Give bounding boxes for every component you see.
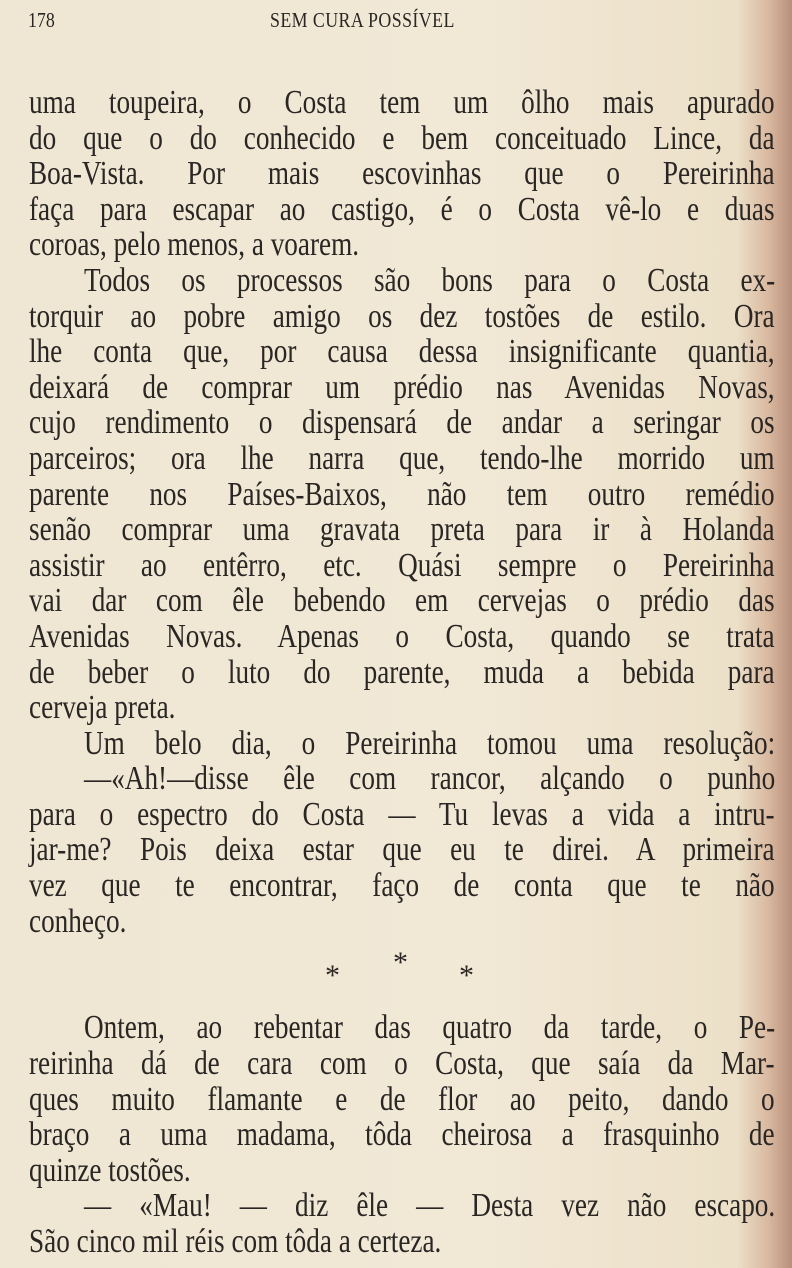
text-line: [29, 797, 775, 833]
text-line: [29, 583, 775, 619]
text-line-content: braço a uma madama, tôda cheirosa a frasquinho de: [29, 1116, 775, 1154]
text-line: [29, 868, 775, 904]
text-line-content: deixará de comprar um prédio nas Avenidas Novas,: [29, 368, 775, 406]
text-line: [29, 192, 775, 228]
text-line: [29, 477, 775, 513]
text-line: [29, 512, 775, 548]
paragraph: [29, 1188, 775, 1259]
text-line-content: torquir ao pobre amigo os dez tostões de estilo. Ora: [29, 297, 775, 335]
text-line-content: uma toupeira, o Costa tem um ôlho mais apurado: [29, 84, 775, 121]
asterisk-separator-mark: *: [325, 959, 340, 993]
text-line: [29, 655, 775, 691]
text-line: [29, 690, 775, 726]
text-line-content: do que o do conhecido e bem conceituado Lince, da: [29, 119, 775, 157]
text-line: [29, 263, 775, 299]
text-line-content: cujo rendimento o dispensará de andar a seringar os: [29, 404, 775, 442]
text-line-content: cerveja preta.: [29, 689, 176, 727]
text-line: [29, 548, 775, 584]
text-line-content: jar-me? Pois deixa estar que eu te direi. A primeira: [29, 831, 775, 869]
text-line-content: quinze tostões.: [29, 1151, 191, 1189]
text-line-content: Ontem, ao rebentar das quatro da tarde, o Pe-: [84, 1009, 776, 1047]
paragraph: [29, 761, 775, 939]
text-line-content: Todos os processos são bons para o Costa ex-: [84, 261, 776, 299]
asterisk-separator-mark: *: [459, 959, 474, 993]
text-line-content: conheço.: [29, 902, 127, 940]
text-line-content: vez que te encontrar, faço de conta que te não: [29, 867, 775, 905]
paragraph: [29, 263, 775, 726]
text-line: [29, 85, 775, 121]
paragraph: [29, 1010, 775, 1188]
section-separator: [29, 939, 775, 1010]
body-text: [29, 85, 775, 1260]
text-line-content: para o espectro do Costa — Tu levas a vida a intru-: [29, 795, 775, 833]
text-line-content: senão comprar uma gravata preta para ir à Holanda: [29, 511, 775, 549]
asterisk-separator-mark: *: [393, 946, 408, 980]
text-line: [29, 299, 775, 335]
text-line: [29, 1082, 775, 1118]
text-line: [29, 619, 775, 655]
text-line: [29, 227, 775, 263]
text-line-content: coroas, pelo menos, a voarem.: [29, 226, 360, 264]
text-line-content: —«Ah!—disse êle com rancor, alçando o punho: [84, 760, 776, 798]
text-line: [29, 1046, 775, 1082]
text-line-content: lhe conta que, por causa dessa insignificante quantia,: [29, 333, 775, 371]
text-line-content: parceiros; ora lhe narra que, tendo-lhe morrido um: [29, 439, 775, 477]
running-title: SEM CURA POSSÍVEL: [270, 8, 455, 32]
text-line: [29, 1117, 775, 1153]
text-line: [29, 1224, 775, 1260]
text-line-content: de beber o luto do parente, muda a bebida para: [29, 653, 775, 691]
text-line-content: reirinha dá de cara com o Costa, que saía da Mar-: [29, 1045, 775, 1083]
text-line: [29, 441, 775, 477]
text-line-content: — «Mau! — diz êle — Desta vez não escapo.: [84, 1187, 776, 1225]
text-line: [29, 1188, 775, 1224]
text-line: [29, 334, 775, 370]
text-line: [29, 761, 775, 797]
text-line-content: Avenidas Novas. Apenas o Costa, quando se trata: [29, 617, 775, 655]
text-line-content: vai dar com êle bebendo em cervejas o prédio das: [29, 582, 775, 620]
text-line: [29, 1010, 775, 1046]
text-line-content: ques muito flamante e de flor ao peito, dando o: [29, 1080, 775, 1118]
text-line-content: faça para escapar ao castigo, é o Costa vê-lo e duas: [29, 190, 775, 228]
text-line: [29, 121, 775, 157]
text-line: [29, 726, 775, 762]
text-line-content: Boa-Vista. Por mais escovinhas que o Pereirinha: [29, 155, 775, 193]
text-line-content: assistir ao entêrro, etc. Quási sempre o Pereirinha: [29, 546, 775, 584]
text-line-content: São cinco mil réis com tôda a certeza.: [29, 1223, 442, 1260]
text-line: [29, 904, 775, 940]
text-line: [29, 832, 775, 868]
text-line: [29, 405, 775, 441]
text-line-content: Um belo dia, o Pereirinha tomou uma resolução:: [84, 724, 776, 762]
page-number: 178: [28, 8, 55, 32]
paragraph: [29, 85, 775, 263]
text-line: [29, 156, 775, 192]
text-line: [29, 370, 775, 406]
text-line: [29, 1153, 775, 1189]
text-line-content: parente nos Países-Baixos, não tem outro remédio: [29, 475, 775, 513]
paragraph: [29, 726, 775, 762]
page-header: [0, 4, 792, 40]
